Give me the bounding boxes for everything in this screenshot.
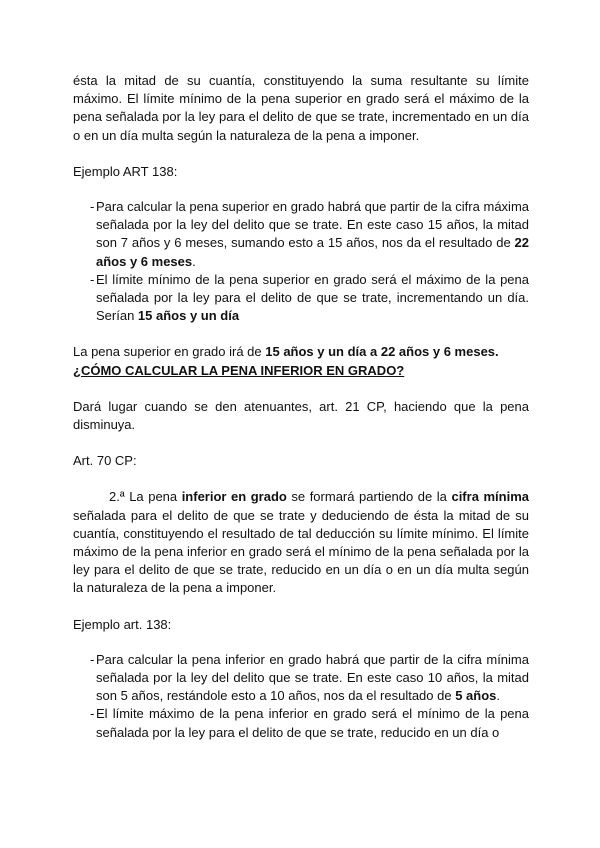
dash-bullet: - [90, 199, 95, 215]
list-item [73, 271, 529, 326]
paragraph-continuation: ésta la mitad de su cuantía, constituyendo la suma resultante su límite máximo. El límite mínimo de la pena superior en grado será el máximo de la pena señalada por la ley para el delito de que se trate, incrementado en un día o en un día multa según la naturaleza de la pena a imponer. [73, 73, 529, 143]
summary-bold: 15 años y un día a 22 años y 6 meses. [265, 344, 499, 360]
list-item-end: . [192, 253, 196, 269]
document-body [73, 72, 529, 742]
list-item-bold: 15 años y un día [137, 308, 240, 324]
article-text: 2.ª La pena [109, 489, 182, 505]
example-list-2 [73, 651, 529, 742]
dash-bullet: - [90, 706, 95, 722]
example-label-1: Ejemplo ART 138: [73, 163, 178, 179]
example-list-1 [73, 198, 529, 325]
article-text: señalada para el delito de que se trate y deduciendo de ésta la mitad de su cuantía, constituyendo el resultado de tal deducción su límite mínimo. El límite máximo de la pena inferior en grado será el mínimo de la pena señalada por la ley para el delito de que se trate, reducido en un día o en un día multa según la naturaleza de la pena a imponer. [73, 507, 529, 596]
article-bold: cifra mínima [451, 489, 529, 505]
list-item-text: El límite máximo de la pena inferior en grado será el mínimo de la pena señalada por la ley para el delito de que se trate, reducido en un día o [96, 706, 529, 740]
list-item [73, 651, 529, 706]
paragraph-atenuantes: Dará lugar cuando se den atenuantes, art. 21 CP, haciendo que la pena disminuya. [73, 398, 529, 433]
dash-bullet: - [90, 271, 95, 287]
list-item-text: El límite mínimo de la pena superior en grado será el máximo de la pena señalada por la ley para el delito de que se trate, incrementando un día. Serían [96, 271, 529, 324]
article-label: Art. 70 CP: [73, 453, 137, 469]
list-item-bold: 5 años [455, 688, 497, 704]
list-item-text: Para calcular la pena superior en grado habrá que partir de la cifra máxima señalada por la ley del delito que se trate. En este caso 15 años, la mitad son 7 años y 6 meses, sumando esto a 15 años, nos da el resultado de [96, 199, 529, 251]
article-text: se formará partiendo de la [286, 489, 452, 505]
list-item [73, 198, 529, 271]
article-bold: inferior en grado [181, 489, 287, 505]
article-quote [73, 488, 529, 597]
summary-text: La pena superior en grado irá de [73, 344, 266, 360]
list-item-end: . [496, 688, 501, 704]
list-item [73, 705, 529, 741]
section-heading: ¿CÓMO CALCULAR LA PENA INFERIOR EN GRADO? [73, 362, 405, 378]
list-item-bold: 22 años y 6 meses [96, 235, 529, 269]
dash-bullet: - [90, 651, 95, 667]
example-label-2: Ejemplo art. 138: [73, 616, 172, 632]
summary-line [73, 343, 529, 361]
list-item-text: Para calcular la pena inferior en grado habrá que partir de la cifra mínima señalada por la ley del delito que se trate. En este caso 10 años, la mitad son 5 años, restándole esto a 10 años, nos da el resultado de [96, 651, 529, 704]
